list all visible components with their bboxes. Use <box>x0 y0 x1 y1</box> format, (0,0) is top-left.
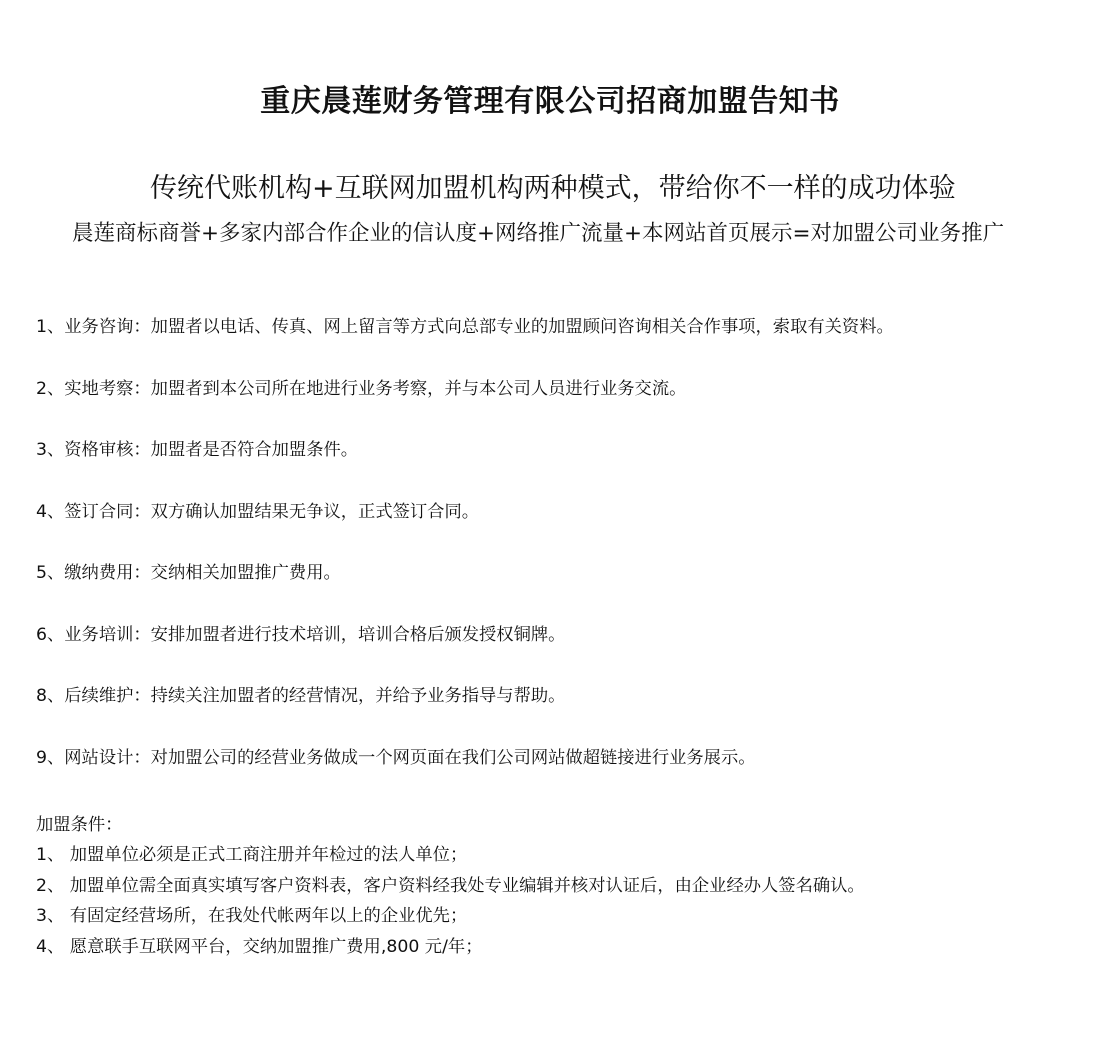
process-step: 9、网站设计：对加盟公司的经营业务做成一个网页面在我们公司网站做超链接进行业务展示。 <box>36 747 756 768</box>
process-step: 8、后续维护：持续关注加盟者的经营情况，并给予业务指导与帮助。 <box>36 686 566 706</box>
process-step: 4、签订合同：双方确认加盟结果无争议，正式签订合同。 <box>36 501 480 522</box>
document-subtitle: 传统代账机构+互联网加盟机构两种模式，带给你不一样的成功体验 <box>150 173 956 204</box>
condition-item: 4、 愿意联手互联网平台，交纳加盟推广费用,800 元/年； <box>36 936 483 957</box>
condition-item: 1、 加盟单位必须是正式工商注册并年检过的法人单位； <box>36 845 468 865</box>
conditions-heading: 加盟条件： <box>36 815 123 835</box>
process-step: 6、业务培训：安排加盟者进行技术培训，培训合格后颁发授权铜牌。 <box>36 624 566 645</box>
process-step: 1、业务咨询：加盟者以电话、传真、网上留言等方式向总部专业的加盟顾问咨询相关合作事项，索取有关资料。 <box>36 317 894 337</box>
process-step: 2、实地考察：加盟者到本公司所在地进行业务考察，并与本公司人员进行业务交流。 <box>36 378 687 399</box>
document-title: 重庆晨莲财务管理有限公司招商加盟告知书 <box>260 84 840 119</box>
conditions-list <box>36 840 1086 962</box>
process-step: 5、缴纳费用：交纳相关加盟推广费用。 <box>36 563 341 583</box>
process-step: 3、资格审核：加盟者是否符合加盟条件。 <box>36 440 359 460</box>
document-tagline: 晨莲商标商誉+多家内部合作企业的信认度+网络推广流量+本网站首页展示=对加盟公司业务推广 <box>72 221 1005 246</box>
process-steps-list <box>36 312 1086 804</box>
condition-item: 2、 加盟单位需全面真实填写客户资料表，客户资料经我处专业编辑并核对认证后，由企业经办人签名确认。 <box>36 875 865 896</box>
condition-item: 3、 有固定经营场所，在我处代帐两年以上的企业优先； <box>36 906 468 926</box>
